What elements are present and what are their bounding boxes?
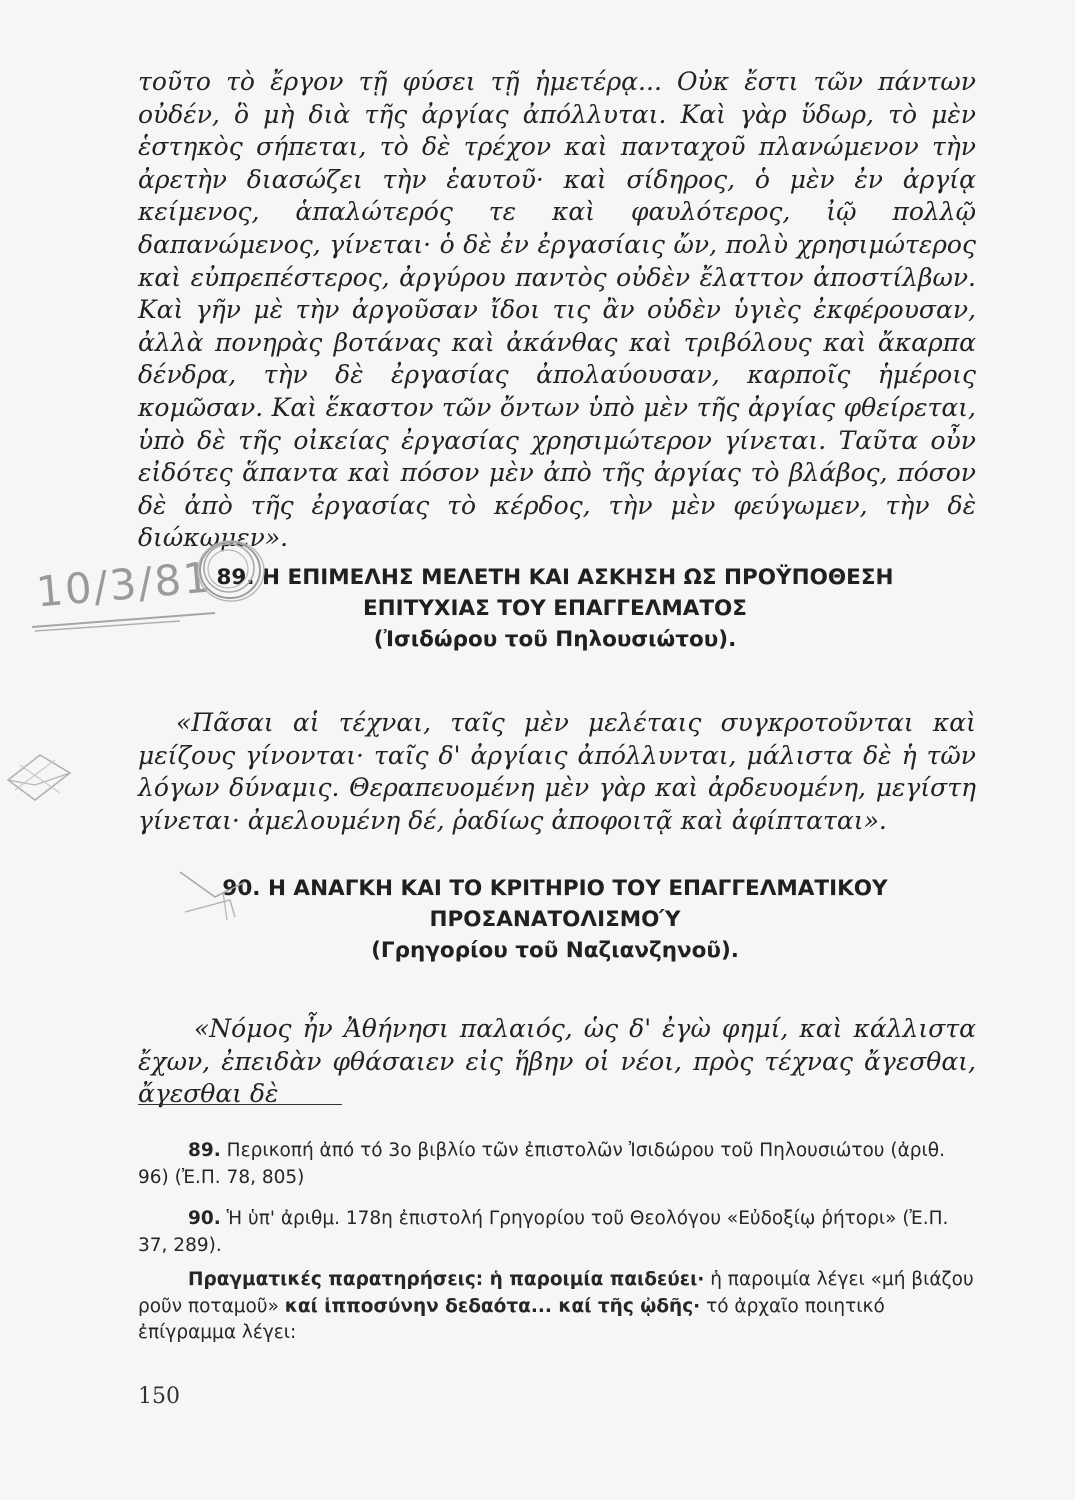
- page-number: 150: [138, 1384, 180, 1409]
- body-paragraph: τοῦτο τὸ ἔργον τῇ φύσει τῇ ἡμετέρᾳ... Οὐκ ἔστι τῶν πάντων οὐδέν, ὃ μὴ διὰ τῆς ἀργίας ἀπόλλυται. Καὶ γὰρ ὕδωρ, τὸ μὲν ἑστηκὸς σήπεται, τὸ δὲ τρέχον καὶ πανταχοῦ πλανώμενον τὴν ἀρετὴν διασώζει τὴν ἑαυτοῦ· καὶ σίδηρος, ὁ μὲν ἐν ἀργίᾳ κείμενος, ἁπαλώτερός τε καὶ φαυλότερος, ἰῷ πολλῷ δαπανώμενος, γίνεται· ὁ δὲ ἐν ἐργασίαις ὤν, πολὺ χρησιμώτερος καὶ εὐπρεπέστερος, ἀργύρου παντὸς οὐδὲν ἔλαττον ἀποστίλβων. Καὶ γῆν μὲ τὴν ἀργοῦσαν ἴδοι τις ἂν οὐδὲν ὑγιὲς ἐκφέρουσαν, ἀλλὰ πονηρὰς βοτάνας καὶ ἀκάνθας καὶ τριβόλους καὶ ἄκαρπα δένδρα, τὴν δὲ ἐργασίας ἀπολαύουσαν, καρποῖς ἡμέροις κομῶσαν. Καὶ ἕκαστον τῶν ὄντων ὑπὸ μὲν τῆς ἀργίας φθείρεται, ὑπὸ δὲ τῆς οἰκείας ἐργασίας χρησιμώτερον γίνεται. Ταῦτα οὖν εἰδότες ἅπαντα καὶ πόσον μὲν ἀπὸ τῆς ἀργίας τὸ βλάβος, πόσον δὲ ἀπὸ τῆς ἐργασίας τὸ κέρδος, τὴν μὲν φεύγωμεν, τὴν δὲ διώκωμεν».: [138, 67, 976, 553]
- heading-author: (Γρηγορίου τοῦ Ναζιανζηνοῦ).: [371, 938, 739, 963]
- heading-line: 90. Η ΑΝΑΓΚΗ ΚΑΙ ΤΟ ΚΡΙΤΗΡΙΟ ΤΟΥ ΕΠΑΓΓΕΛΜΑΤΙΚΟΥ: [222, 876, 888, 901]
- notes-text: τό ἀρχαῖο ποιητικό ἐπίγραμμα λέγει:: [138, 1295, 885, 1343]
- body-paragraph: «Πᾶσαι αἱ τέχναι, ταῖς μὲν μελέταις συγκροτοῦνται καὶ μείζους γίνονται· ταῖς δ' ἀργίαις ἀπόλλυνται, μάλιστα δὲ ἡ τῶν λόγων δύναμις. Θεραπευομένη μὲν γὰρ καὶ ἀρδευομένη, μεγίστη γίνεται· ἀμελουμένη δέ, ῥαδίως ἀποφοιτᾷ καὶ ἀφίπταται».: [138, 708, 976, 835]
- footnote-text: Περικοπή ἀπό τό 3ο βιβλίο τῶν ἐπιστολῶν Ἰσιδώρου τοῦ Πηλουσιώτου (ἀριθ. 96) (Ἐ.Π. 78, 805): [138, 1140, 946, 1188]
- footnote-number: 90.: [188, 1208, 221, 1229]
- notes-label: Πραγματικές παρατηρήσεις: ἡ παροιμία παιδεύει·: [188, 1269, 705, 1290]
- section-heading-89: [150, 562, 960, 655]
- heading-line: ΕΠΙΤΥΧΙΑΣ ΤΟΥ ΕΠΑΓΓΕΛΜΑΤΟΣ: [362, 596, 747, 621]
- footnote-89: [138, 1138, 976, 1191]
- notes-label: καί ἱπποσύνην δεδαότα... καί τῆς ᾠδῆς·: [284, 1295, 701, 1317]
- heading-line: 89. Η ΕΠΙΜΕΛΗΣ ΜΕΛΕΤΗ ΚΑΙ ΑΣΚΗΣΗ ΩΣ ΠΡΟΫΠΟΘΕΣΗ: [216, 565, 894, 590]
- body-paragraph: «Νόμος ἦν Ἀθήνησι παλαιός, ὡς δ' ἐγὼ φημί, καὶ κάλλιστα ἔχων, ἐπειδὰν φθάσαιεν εἰς ἥβην οἱ νέοι, πρὸς τέχνας ἄγεσθαι, ἄγεσθαι δὲ: [138, 1014, 976, 1109]
- footnote-text: Ἡ ὑπ' ἀριθμ. 178η ἐπιστολή Γρηγορίου τοῦ Θεολόγου «Εὐδοξίῳ ῥήτορι» (Ἐ.Π. 37, 289).: [138, 1208, 949, 1256]
- handwritten-date: 10/3/81: [34, 552, 214, 617]
- factual-notes: [138, 1267, 976, 1347]
- pencil-margin-sketch: [0, 735, 80, 815]
- footnote-90: [138, 1206, 976, 1259]
- heading-author: (Ἰσιδώρου τοῦ Πηλουσιώτου).: [373, 627, 737, 652]
- footnote-divider: [138, 1104, 342, 1105]
- section-heading-90: [150, 873, 960, 966]
- heading-line: ΠΡΟΣΑΝΑΤΟΛΙΣΜΟΎ: [429, 907, 681, 932]
- notes-text: ἡ παροιμία λέγει «μή βιάζου ροῦν ποταμοῦ»: [138, 1269, 974, 1317]
- footnote-number: 89.: [188, 1140, 221, 1161]
